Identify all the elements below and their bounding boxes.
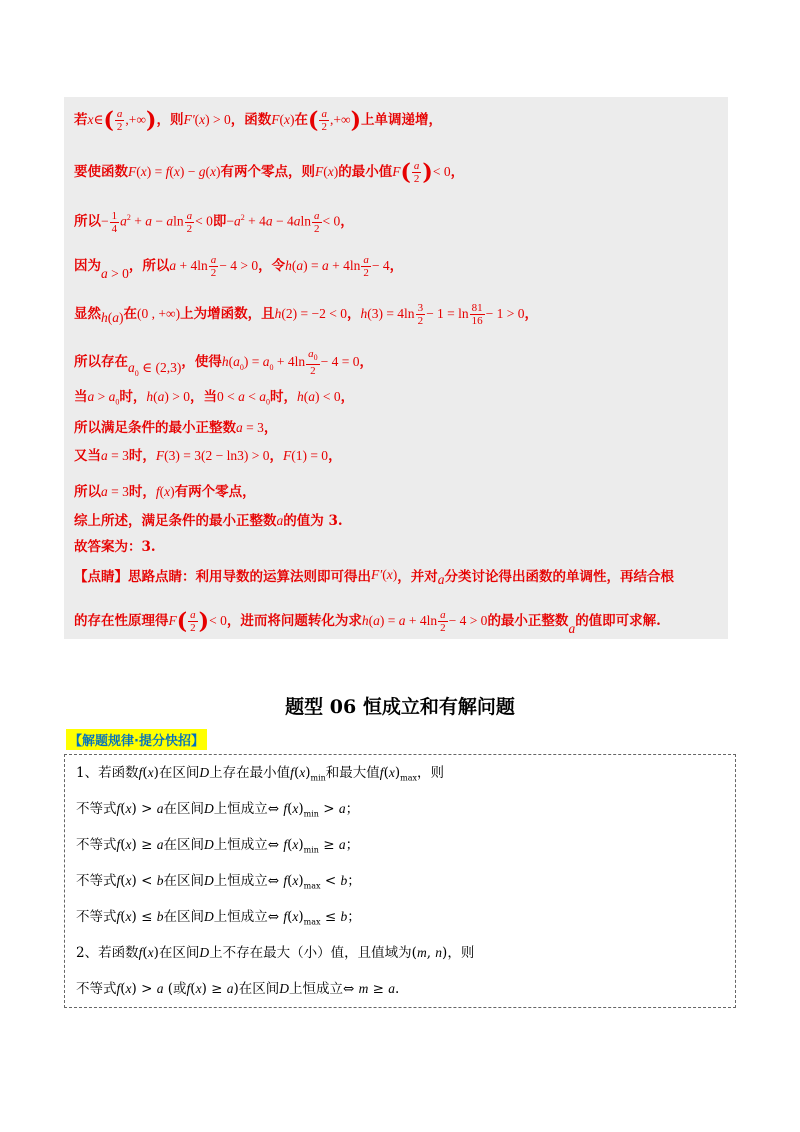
solution-line: 又当a = 3时，F(3) = 3(2 − ln3) > 0，F(1) = 0，	[74, 448, 342, 464]
solution-line: 要使函数F(x) = f(x) − g(x)有两个零点，则F(x)的最小值F( $\frac{a}{2}$ )< 0，	[74, 159, 465, 186]
rule-line: 不等式f(x) < b在区间D上恒成立⇔ $f(x)_{max} < b$；	[76, 873, 361, 891]
solution-line: 所以存在$a_0$ ∈ (2,3)，使得$h(a_0) = a_0 + 4\ln$ $\frac{a_0}{2}$ − 4 = 0，	[74, 348, 373, 378]
solution-line: 当$a > a_0$时，h(a) > 0，当$0 < a < a_0$时，h(a) < 0，	[74, 389, 355, 407]
tips-tag: 【解题规律·提分快招】	[66, 729, 207, 750]
rule-line: 2、若函数f(x)在区间D上不存在最大（小）值，且值域为(m, n)，则	[76, 945, 475, 961]
rule-line: 不等式f(x) > a (或f(x) ≥ a)在区间D上恒成立⇔ m ≥ a.	[76, 981, 400, 997]
solution-line: 所以a = 3时，f(x)有两个零点，	[74, 484, 256, 500]
solution-line: 【点睛】思路点睛：利用导数的运算法则即可得出F′(x)，并对a分类讨论得出函数的单调性，再结合根	[74, 567, 674, 587]
solution-line: 综上所述，满足条件的最小正整数a的值为 3.	[74, 513, 343, 529]
solution-line: 因为a > 0，所以a + 4ln $\frac{a}{2}$ − 4 > 0，令h(a) = a + 4ln $\frac{a}{2}$ − 4，	[74, 254, 404, 281]
solution-line: 所以− $\frac{1}{4}$ $a^2 + a - aln$ $\frac{a}{2}$ < 0即$-a^2 + 4a - 4aln$ $\frac{a}{2}$ < 0，	[74, 209, 354, 235]
rule-line: 不等式f(x) ≥ a在区间D上恒成立⇔ $f(x)_{min} \ge a$；	[76, 837, 360, 855]
rule-line: 不等式f(x) ≤ b在区间D上恒成立⇔ $f(x)_{max} \le b$；	[76, 909, 361, 927]
solution-line: 所以满足条件的最小正整数a = 3，	[74, 420, 278, 436]
solution-line: 显然h(a)在(0 , +∞)上为增函数，且h(2) = −2 < 0，h(3) = 4ln $\frac{3}{2}$ − 1 = ln $\frac{81}{16}$ − 1 > 0，	[74, 302, 539, 327]
section-title: 题型 06 恒成立和有解问题	[285, 696, 515, 718]
rule-line: 不等式f(x) > a在区间D上恒成立⇔ $f(x)_{min} > a$；	[76, 801, 360, 819]
solution-line: 若x∈( $\frac{a}{2}$ ,+∞)，则F′(x) > 0，函数F(x)在( $\frac{a}{2}$ ,+∞)上单调递增，	[74, 107, 442, 134]
solution-line: 故答案为：3.	[74, 539, 156, 555]
rule-line: 1、若函数f(x)在区间D上存在最小值$f(x)_{min}$和最大值$f(x)_{max}$，则	[76, 765, 444, 783]
solution-line: 的存在性原理得F( $\frac{a}{2}$ )< 0，进而将问题转化为求h(a) = a + 4ln $\frac{a}{2}$ − 4 > 0的最小正整数a的值即可求解.	[74, 608, 661, 636]
